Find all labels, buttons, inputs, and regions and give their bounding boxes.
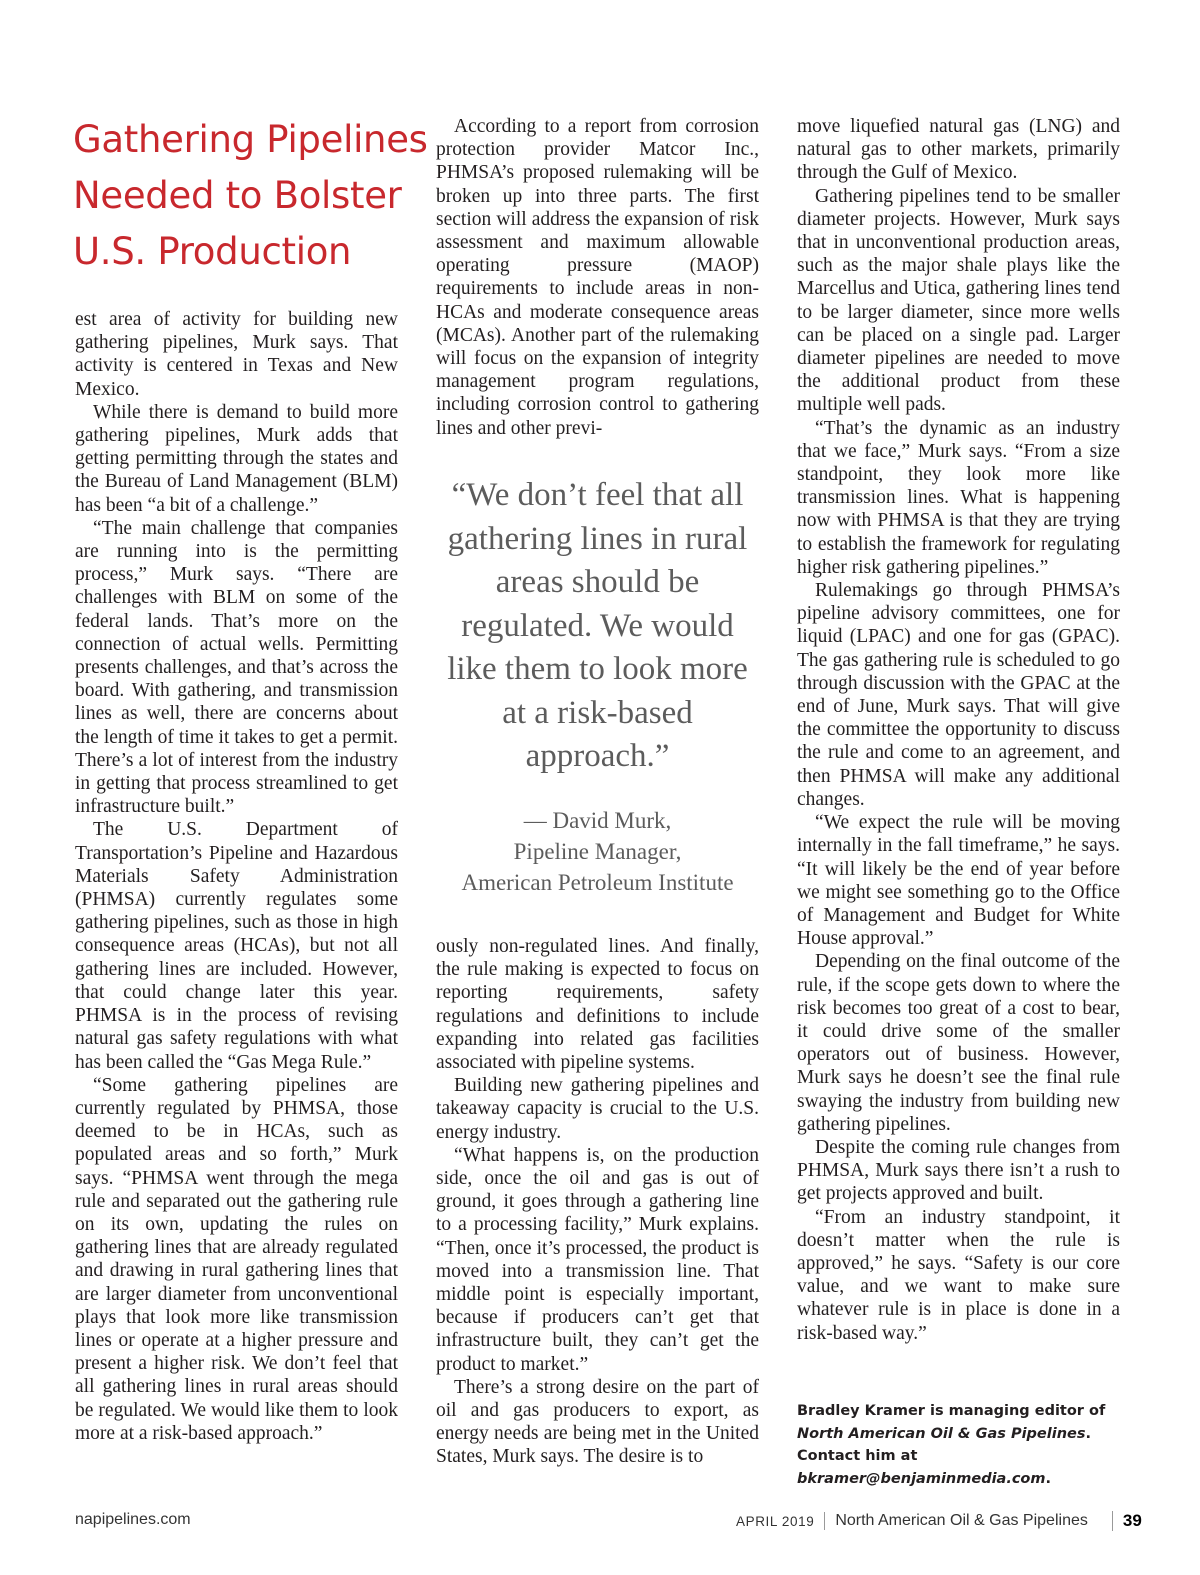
pull-quote-text: “We don’t feel that all gathering lines in rural areas should be regulated. We would like them to look more at a risk-based approach.” (447, 477, 748, 774)
footer-site-link[interactable]: napipelines.com (75, 1511, 191, 1528)
bio-publication: North American Oil & Gas Pipelines (797, 1425, 1086, 1442)
attribution-line: American Petroleum Institute (461, 869, 734, 895)
paragraph: “Some gathering pipelines are currently regulated by PHMSA, those deemed to be in HCAs, such as populated areas and so forth,” Murk says. “PHMSA went through the mega rule and separated out the gathering rule on its own, updating the rules on gathering lines that are already regulated and drawing in rural gathering lines that are larger diameter from unconventional plays that look more like transmission lines or operate at a higher pressure and present a higher risk. We don’t feel that all gathering lines in rural areas should be regulated. We would like them to look more at a risk-based approach.” (75, 1074, 398, 1444)
paragraph: “From an industry standpoint, it doesn’t matter when the rule is approved,” he says. “Safety is our core value, and we want to make sure whatever rule is in place is done in a risk-based way.” (797, 1206, 1120, 1344)
paragraph: Despite the coming rule changes from PHMSA, Murk says there isn’t a rush to get projects approved and built. (797, 1136, 1120, 1205)
bio-middle: . Contact him at (797, 1425, 1092, 1464)
pull-quote (436, 474, 759, 898)
bio-prefix: Bradley Kramer is managing editor of (797, 1403, 1106, 1419)
paragraph: “What happens is, on the production side, once the oil and gas is out of ground, it goes through a gathering line to a processing facility,” Murk explains. “Then, once it’s processed, the product is moved into a transmission line. That middle point is especially important, because if producers can’t get that infrastructure built, they can’t get the product to market.” (436, 1144, 759, 1375)
paragraph: Rulemakings go through PHMSA’s pipeline advisory committees, one for liquid (LPAC) and one for gas (GPAC). The gas gathering rule is scheduled to go through discussion with the GPAC at the end of June, Murk says. That will give the committee the opportunity to discuss the rule and come to an agreement, and then PHMSA will make any additional changes. (797, 580, 1120, 810)
bio-suffix: . (1045, 1470, 1052, 1487)
paragraph: “The main challenge that companies are running into is the permitting process,” Murk says. “There are challenges with BLM on some of the federal lands. That’s more on the connection of actual wells. Permitting presents challenges, and that’s across the board. With gathering, and transmission lines as well, there are concerns about the length of time it takes to get a permit. There’s a lot of interest from the industry in getting that process streamlined to get infrastructure built.” (75, 517, 398, 818)
footer-divider (1112, 1511, 1113, 1531)
attribution-line: Pipeline Manager, (513, 838, 682, 864)
pull-quote-attribution (436, 805, 759, 898)
bio-email[interactable]: bkramer@benjaminmedia.com (797, 1470, 1046, 1487)
column-1 (75, 308, 398, 1445)
column-3 (797, 115, 1120, 1345)
paragraph: “We expect the rule will be moving internally in the fall timeframe,” he says. “It will likely be the end of year before we might see something go to the Office of Management and Budget for White House approval.” (797, 812, 1120, 950)
paragraph: While there is demand to build more gathering pipelines, Murk adds that getting permitting through the states and the Bureau of Land Management (BLM) has been “a bit of a challenge.” (75, 401, 398, 516)
page-number: 39 (1122, 1511, 1142, 1530)
footer-divider (824, 1512, 825, 1530)
footer-issue-info (736, 1511, 1151, 1531)
column-2-bottom (436, 935, 759, 1469)
headline-line: Needed to Bolster (73, 174, 402, 217)
paragraph: The U.S. Department of Transportation’s Pipeline and Hazardous Materials Safety Administration (PHMSA) currently regulates some gathering pipelines, such as those in high consequence areas (HCAs), but not all gathering lines are included. However, that could change later this year. PHMSA is in the process of revising natural gas safety regulations with what has been called the “Gas Mega Rule.” (75, 819, 398, 1073)
article-headline (73, 112, 428, 280)
attribution-line: — David Murk, (523, 807, 672, 833)
footer-magazine-name: North American Oil & Gas Pipelines (835, 1512, 1088, 1529)
headline-line: Gathering Pipelines (73, 118, 428, 161)
paragraph: “That’s the dynamic as an industry that we face,” Murk says. “From a size standpoint, they look more like transmission lines. What is happening now with PHMSA is that they are trying to establish the framework for regulating higher risk gathering pipelines.” (797, 417, 1120, 578)
paragraph: According to a report from corrosion protection provider Matcor Inc., PHMSA’s proposed rulemaking will be broken up into three parts. The first section will address the expansion of risk assessment and maximum allowable operating pressure (MAOP) requirements to include areas in non-HCAs and moderate consequence areas (MCAs). Another part of the rulemaking will focus on the expansion of integrity management program regulations, including corrosion control to gathering lines and other previ- (436, 116, 759, 439)
paragraph: Gathering pipelines tend to be smaller diameter projects. However, Murk says that in unconventional production areas, such as the major shale plays like the Marcellus and Utica, gathering lines tend to be larger diameter, since more wells can be placed on a single pad. Larger diameter pipelines are needed to move the additional product from these multiple well pads. (797, 185, 1120, 416)
paragraph: There’s a strong desire on the part of oil and gas producers to export, as energy needs are being met in the United States, Murk says. The desire is to (436, 1376, 759, 1468)
paragraph: ously non-regulated lines. And finally, the rule making is expected to focus on reporting requirements, safety regulations and definitions to include expanding into related gas facilities associated with pipeline systems. (436, 936, 759, 1074)
column-2-top (436, 115, 759, 440)
paragraph: Depending on the final outcome of the rule, if the scope gets down to where the risk becomes too great of a cost to bear, it could drive some of the smaller operators out of business. However, Murk says he doesn’t see the final rule swaying the industry from building new gathering pipelines. (797, 951, 1120, 1135)
author-bio (797, 1400, 1127, 1490)
paragraph: move liquefied natural gas (LNG) and natural gas to other markets, primarily through the Gulf of Mexico. (797, 116, 1120, 184)
paragraph: Building new gathering pipelines and takeaway capacity is crucial to the U.S. energy industry. (436, 1075, 759, 1143)
footer-issue-date: APRIL 2019 (736, 1513, 815, 1529)
paragraph: est area of activity for building new gathering pipelines, Murk says. That activity is centered in Texas and New Mexico. (75, 309, 398, 400)
headline-line: U.S. Production (73, 230, 352, 273)
